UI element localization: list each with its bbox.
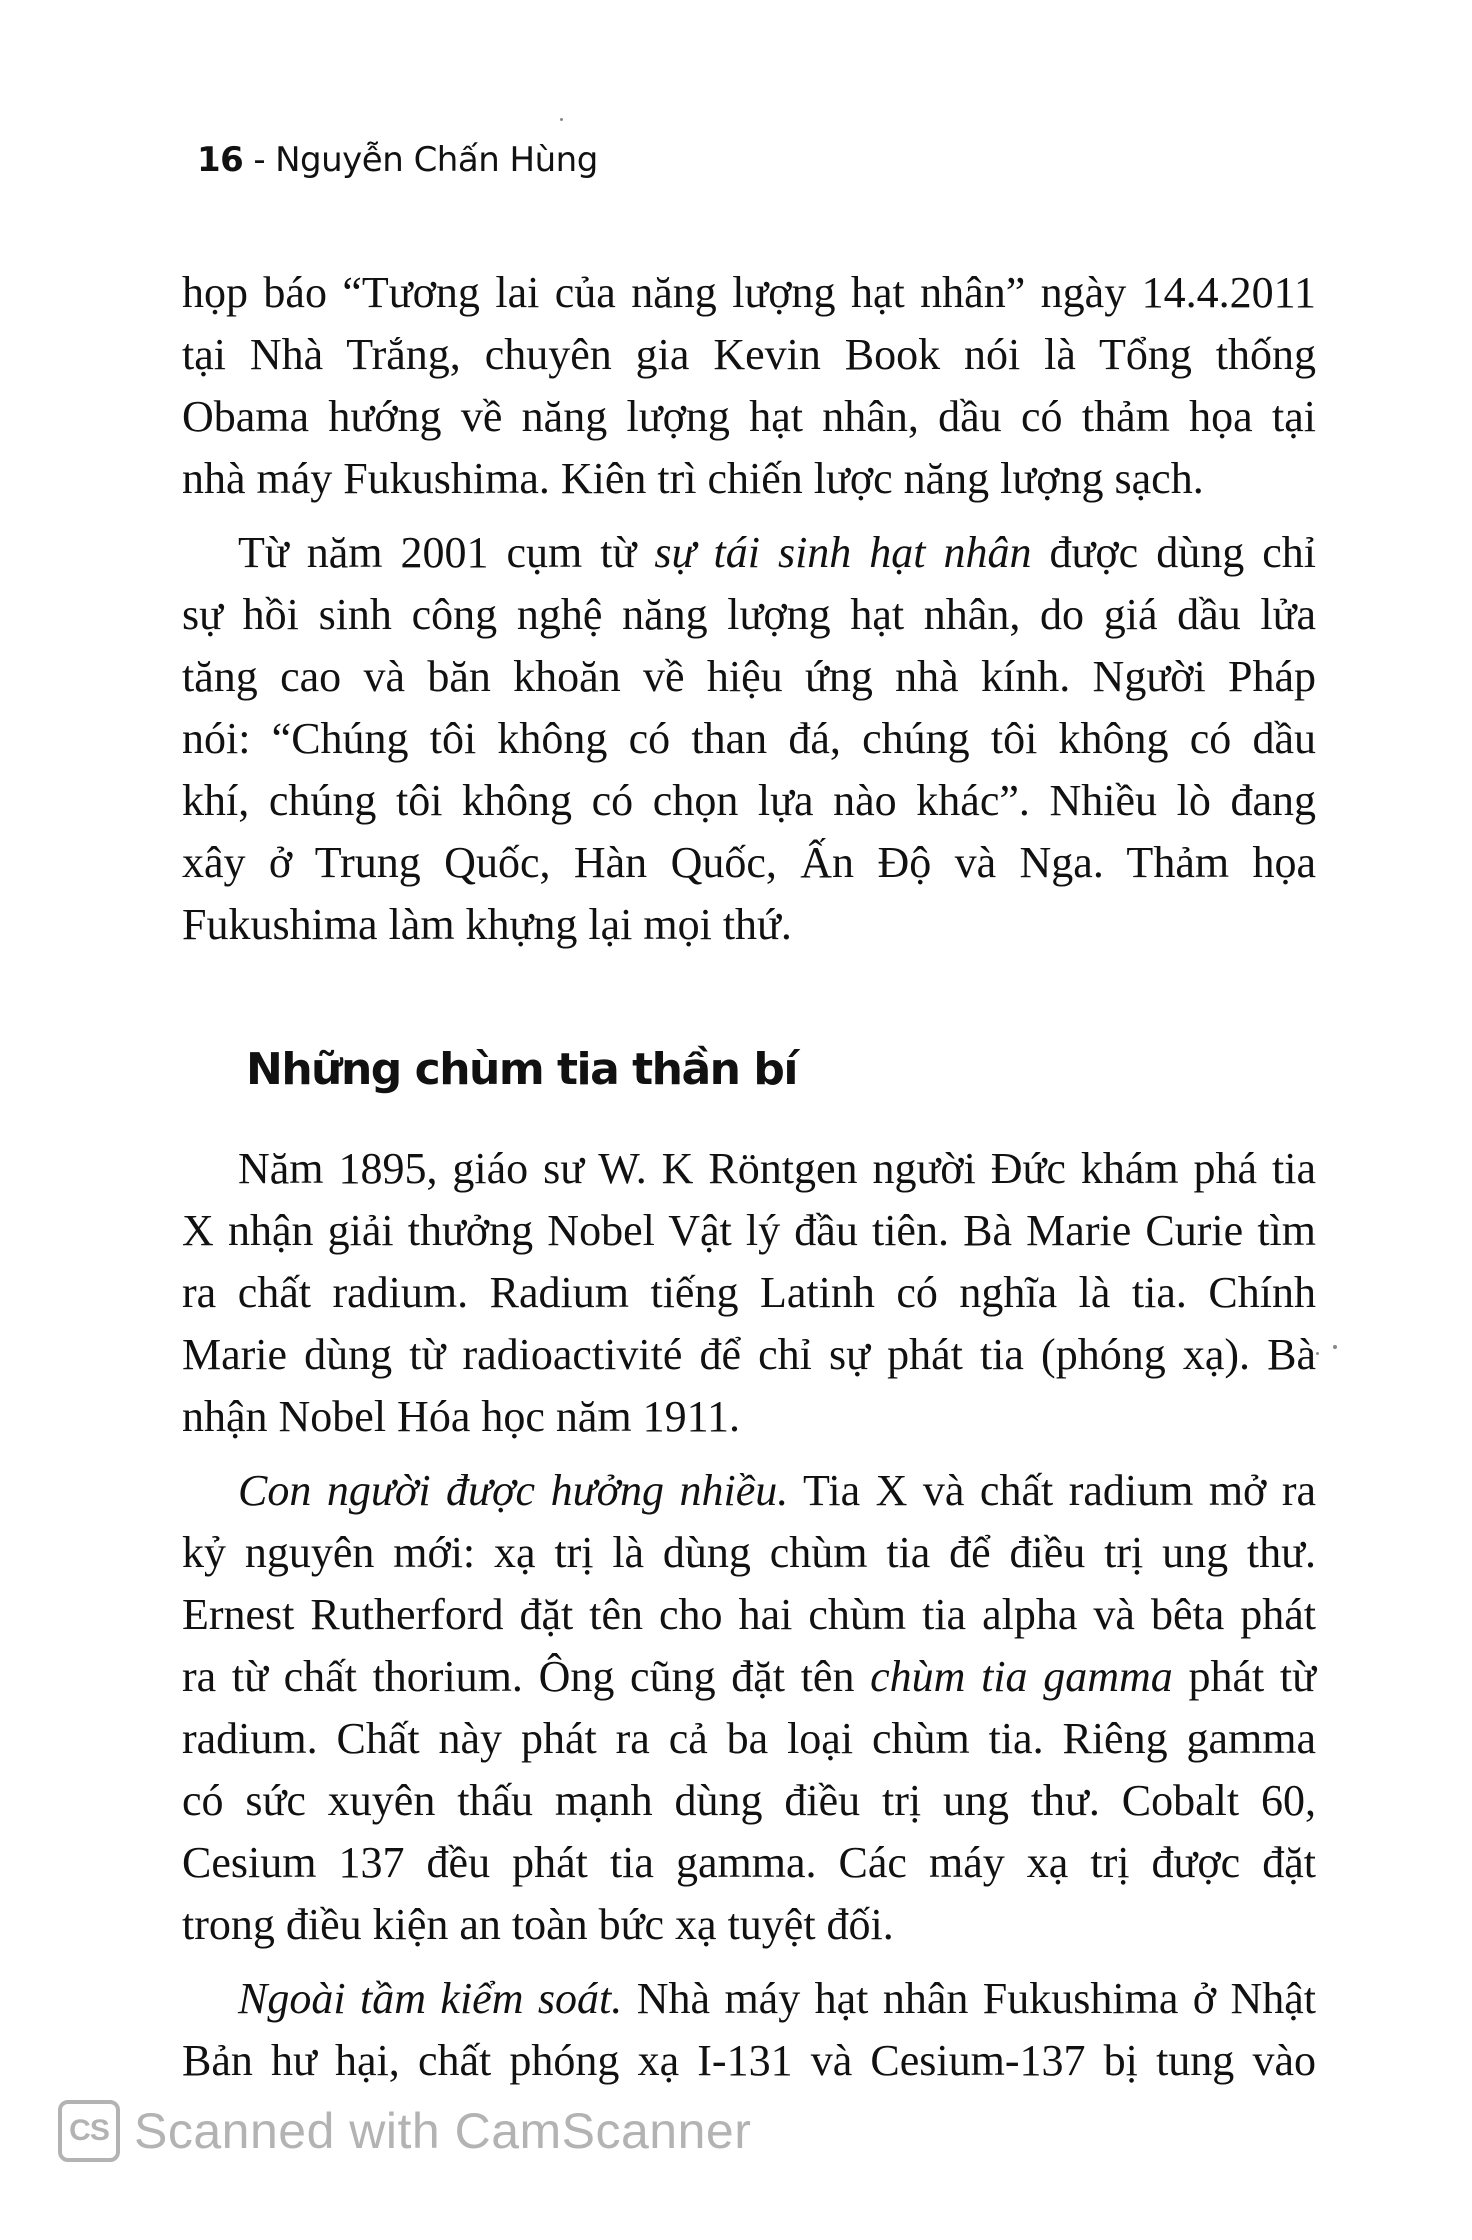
text-line: kỷ nguyên mới: xạ trị là dùng chùm tia để điều trị ung thư.	[182, 1528, 1316, 1577]
page-number: 16	[197, 140, 244, 180]
text-line: khí, chúng tôi không có chọn lựa nào khác”. Nhiều lò đang	[182, 776, 1316, 825]
text-line: Bản hư hại, chất phóng xạ I-131 và Cesium-137 bị tung vào	[182, 2036, 1316, 2085]
text-line: nhà máy Fukushima. Kiên trì chiến lược năng lượng sạch.	[182, 454, 1204, 503]
text-line: Marie dùng từ radioactivité để chỉ sự phát tia (phóng xạ). Bà	[182, 1330, 1316, 1379]
header-separator: -	[253, 140, 266, 180]
italic-term: sự tái sinh hạt nhân	[654, 528, 1032, 577]
scan-speck	[1316, 1352, 1319, 1355]
text-line: Obama hướng về năng lượng hạt nhân, dầu có thảm họa tại	[182, 392, 1316, 441]
scan-speck	[1333, 1345, 1337, 1349]
page-body	[182, 262, 1316, 2092]
text-line: Ernest Rutherford đặt tên cho hai chùm tia alpha và bêta phát	[182, 1590, 1316, 1639]
paragraph-2	[182, 522, 1316, 956]
scan-speck	[560, 118, 563, 121]
text-line: ra chất radium. Radium tiếng Latinh có nghĩa là tia. Chính	[182, 1268, 1316, 1317]
text-line: nói: “Chúng tôi không có than đá, chúng tôi không có dầu	[182, 714, 1316, 763]
text-line: Ngoài tầm kiểm soát. Nhà máy hạt nhân Fukushima ở Nhật	[238, 1974, 1316, 2023]
section-paragraph-2	[182, 1460, 1316, 1956]
text-line: có sức xuyên thấu mạnh dùng điều trị ung thư. Cobalt 60,	[182, 1776, 1316, 1825]
watermark-text: Scanned with CamScanner	[134, 2103, 752, 2159]
author-name: Nguyễn Chấn Hùng	[275, 140, 598, 180]
text-line: trong điều kiện an toàn bức xạ tuyệt đối.	[182, 1900, 894, 1949]
italic-term: chùm tia gamma	[870, 1652, 1173, 1701]
section-paragraph-3	[182, 1968, 1316, 2092]
text-line: tại Nhà Trắng, chuyên gia Kevin Book nói là Tổng thống	[182, 330, 1316, 379]
text-line: họp báo “Tương lai của năng lượng hạt nhân” ngày 14.4.2011	[182, 268, 1316, 317]
paragraph-1	[182, 262, 1316, 510]
section-heading: Những chùm tia thần bí	[246, 1044, 797, 1095]
text-line: Con người được hưởng nhiều. Tia X và chất radium mở ra	[238, 1466, 1317, 1515]
camscanner-watermark	[58, 2100, 751, 2162]
text-line: xây ở Trung Quốc, Hàn Quốc, Ấn Độ và Nga. Thảm họa	[182, 838, 1316, 887]
text-line: ra từ chất thorium. Ông cũng đặt tên chùm tia gamma phát từ	[182, 1652, 1316, 1701]
text-line: Cesium 137 đều phát tia gamma. Các máy xạ trị được đặt	[182, 1838, 1316, 1887]
text-line: X nhận giải thưởng Nobel Vật lý đầu tiên. Bà Marie Curie tìm	[182, 1206, 1316, 1255]
text-line: tăng cao và băn khoăn về hiệu ứng nhà kính. Người Pháp	[182, 652, 1316, 701]
text-line: sự hồi sinh công nghệ năng lượng hạt nhân, do giá dầu lửa	[182, 590, 1316, 639]
text-line: Từ năm 2001 cụm từ sự tái sinh hạt nhân được dùng chỉ	[238, 528, 1316, 577]
text-line: radium. Chất này phát ra cả ba loại chùm tia. Riêng gamma	[182, 1714, 1316, 1763]
running-head	[197, 140, 598, 180]
section-paragraph-1	[182, 1138, 1316, 1448]
italic-lead: Con người được hưởng nhiều.	[238, 1466, 789, 1515]
text-line: nhận Nobel Hóa học năm 1911.	[182, 1392, 741, 1441]
italic-lead: Ngoài tầm kiểm soát.	[238, 1974, 623, 2023]
text-line: Fukushima làm khựng lại mọi thứ.	[182, 900, 792, 949]
text-line: Năm 1895, giáo sư W. K Röntgen người Đức khám phá tia	[238, 1144, 1316, 1193]
camscanner-logo-icon: CS	[58, 2100, 120, 2162]
